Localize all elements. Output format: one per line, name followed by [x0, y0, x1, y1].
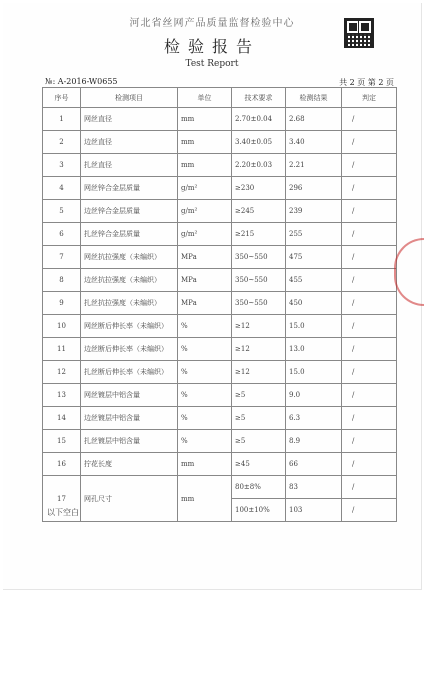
- table-row: [43, 315, 397, 338]
- cell-unit: g/m²: [178, 223, 232, 246]
- cell-result: 83: [286, 476, 342, 499]
- cell-verdict: /: [342, 108, 397, 131]
- cell-no: 7: [43, 246, 81, 269]
- cell-no: 3: [43, 154, 81, 177]
- cell-verdict: /: [342, 292, 397, 315]
- table-row: [43, 246, 397, 269]
- cell-item: 边丝直径: [81, 131, 178, 154]
- cell-requirement: 350~550: [232, 246, 286, 269]
- cell-no: 4: [43, 177, 81, 200]
- col-header-result: 检测结果: [286, 88, 342, 108]
- cell-verdict: /: [342, 177, 397, 200]
- col-header-no: 序号: [43, 88, 81, 108]
- report-subtitle: Test Report: [185, 59, 239, 69]
- table-row: [43, 384, 397, 407]
- table-row: [43, 177, 397, 200]
- cell-requirement: 3.40±0.05: [232, 131, 286, 154]
- cell-verdict: /: [342, 154, 397, 177]
- cell-item: 网丝抗拉强度（未编织）: [81, 246, 178, 269]
- cell-item: 边丝抗拉强度（未编织）: [81, 269, 178, 292]
- cell-unit: MPa: [178, 246, 232, 269]
- cell-verdict: /: [342, 131, 397, 154]
- cell-unit: mm: [178, 476, 232, 522]
- cell-verdict: /: [342, 361, 397, 384]
- cell-requirement: 100±10%: [232, 499, 286, 522]
- org-name: 河北省丝网产品质量监督检验中心: [129, 18, 295, 29]
- cell-unit: mm: [178, 108, 232, 131]
- col-header-unit: 单位: [178, 88, 232, 108]
- cell-requirement: ≥5: [232, 430, 286, 453]
- cell-unit: mm: [178, 453, 232, 476]
- cell-verdict: /: [342, 453, 397, 476]
- table-row: [43, 200, 397, 223]
- table-row: [43, 154, 397, 177]
- cell-item: 网丝直径: [81, 108, 178, 131]
- cell-requirement: ≥12: [232, 338, 286, 361]
- table-row: [43, 223, 397, 246]
- cell-requirement: ≥5: [232, 407, 286, 430]
- cell-verdict: /: [342, 499, 397, 522]
- table-row: [43, 430, 397, 453]
- cell-result: 8.9: [286, 430, 342, 453]
- cell-unit: %: [178, 384, 232, 407]
- cell-verdict: /: [342, 430, 397, 453]
- cell-no: 5: [43, 200, 81, 223]
- cell-no: 15: [43, 430, 81, 453]
- cell-verdict: /: [342, 476, 397, 499]
- cell-no: 6: [43, 223, 81, 246]
- cell-no: 14: [43, 407, 81, 430]
- cell-requirement: ≥5: [232, 384, 286, 407]
- cell-no: 8: [43, 269, 81, 292]
- cell-result: 475: [286, 246, 342, 269]
- cell-no: 16: [43, 453, 81, 476]
- col-header-verdict: 判定: [342, 88, 397, 108]
- page-info: 共 2 页 第 2 页: [339, 78, 394, 87]
- cell-requirement: 80±8%: [232, 476, 286, 499]
- cell-no: 11: [43, 338, 81, 361]
- cell-result: 2.21: [286, 154, 342, 177]
- cell-unit: %: [178, 407, 232, 430]
- cell-result: 66: [286, 453, 342, 476]
- cell-item: 网孔尺寸: [81, 476, 178, 522]
- cell-unit: MPa: [178, 292, 232, 315]
- cell-item: 网丝断后伸长率（未编织）: [81, 315, 178, 338]
- cell-item: 扎丝镀层中铝含量: [81, 430, 178, 453]
- col-header-item: 检测项目: [81, 88, 178, 108]
- cell-requirement: ≥12: [232, 315, 286, 338]
- cell-item: 扎丝断后伸长率（未编织）: [81, 361, 178, 384]
- cell-result: 255: [286, 223, 342, 246]
- blank-below-note: 以下空白: [47, 508, 79, 517]
- cell-item: 网丝锌合金层质量: [81, 177, 178, 200]
- cell-item: 扎丝锌合金层质量: [81, 223, 178, 246]
- cell-result: 2.68: [286, 108, 342, 131]
- table-row: [43, 269, 397, 292]
- cell-item: 边丝断后伸长率（未编织）: [81, 338, 178, 361]
- cell-unit: mm: [178, 131, 232, 154]
- cell-unit: %: [178, 361, 232, 384]
- cell-no: 1: [43, 108, 81, 131]
- cell-result: 13.0: [286, 338, 342, 361]
- cell-verdict: /: [342, 315, 397, 338]
- cell-requirement: ≥230: [232, 177, 286, 200]
- cell-result: 450: [286, 292, 342, 315]
- cell-no: 17: [43, 476, 81, 522]
- cell-result: 15.0: [286, 315, 342, 338]
- report-title: 检验报告: [163, 37, 260, 56]
- cell-requirement: ≥245: [232, 200, 286, 223]
- cell-unit: %: [178, 430, 232, 453]
- cell-item: 扎丝抗拉强度（未编织）: [81, 292, 178, 315]
- cell-no: 13: [43, 384, 81, 407]
- cell-no: 9: [43, 292, 81, 315]
- cell-item: 拧花长度: [81, 453, 178, 476]
- cell-unit: %: [178, 315, 232, 338]
- cell-verdict: /: [342, 223, 397, 246]
- cell-unit: mm: [178, 154, 232, 177]
- cell-unit: %: [178, 338, 232, 361]
- table-row: [43, 338, 397, 361]
- table-row: [43, 361, 397, 384]
- cell-item: 边丝锌合金层质量: [81, 200, 178, 223]
- table-row: [43, 476, 397, 499]
- cell-verdict: /: [342, 246, 397, 269]
- cell-requirement: 350~550: [232, 292, 286, 315]
- cell-result: 15.0: [286, 361, 342, 384]
- cell-requirement: ≥215: [232, 223, 286, 246]
- cell-result: 3.40: [286, 131, 342, 154]
- cell-unit: MPa: [178, 269, 232, 292]
- cell-requirement: 2.70±0.04: [232, 108, 286, 131]
- table-header-row: [43, 88, 397, 108]
- cell-item: 扎丝直径: [81, 154, 178, 177]
- cell-item: 网丝镀层中铝含量: [81, 384, 178, 407]
- cell-no: 2: [43, 131, 81, 154]
- cell-unit: g/m²: [178, 200, 232, 223]
- cell-result: 239: [286, 200, 342, 223]
- results-table: [42, 87, 397, 522]
- cell-requirement: ≥45: [232, 453, 286, 476]
- cell-result: 6.3: [286, 407, 342, 430]
- table-row: [43, 108, 397, 131]
- cell-result: 103: [286, 499, 342, 522]
- cell-no: 10: [43, 315, 81, 338]
- cell-verdict: /: [342, 269, 397, 292]
- cell-verdict: /: [342, 200, 397, 223]
- qr-code-icon: [344, 18, 374, 48]
- cell-no: 12: [43, 361, 81, 384]
- cell-unit: g/m²: [178, 177, 232, 200]
- report-number: №: A-2016-W0655: [45, 77, 118, 86]
- table-row: [43, 407, 397, 430]
- col-header-requirement: 技术要求: [232, 88, 286, 108]
- cell-item: 边丝镀层中铝含量: [81, 407, 178, 430]
- cell-result: 455: [286, 269, 342, 292]
- cell-result: 9.0: [286, 384, 342, 407]
- cell-requirement: ≥12: [232, 361, 286, 384]
- table-row: [43, 453, 397, 476]
- table-row: [43, 131, 397, 154]
- cell-requirement: 350~550: [232, 269, 286, 292]
- cell-requirement: 2.20±0.03: [232, 154, 286, 177]
- cell-result: 296: [286, 177, 342, 200]
- cell-verdict: /: [342, 384, 397, 407]
- cell-verdict: /: [342, 407, 397, 430]
- cell-verdict: /: [342, 338, 397, 361]
- table-row: [43, 292, 397, 315]
